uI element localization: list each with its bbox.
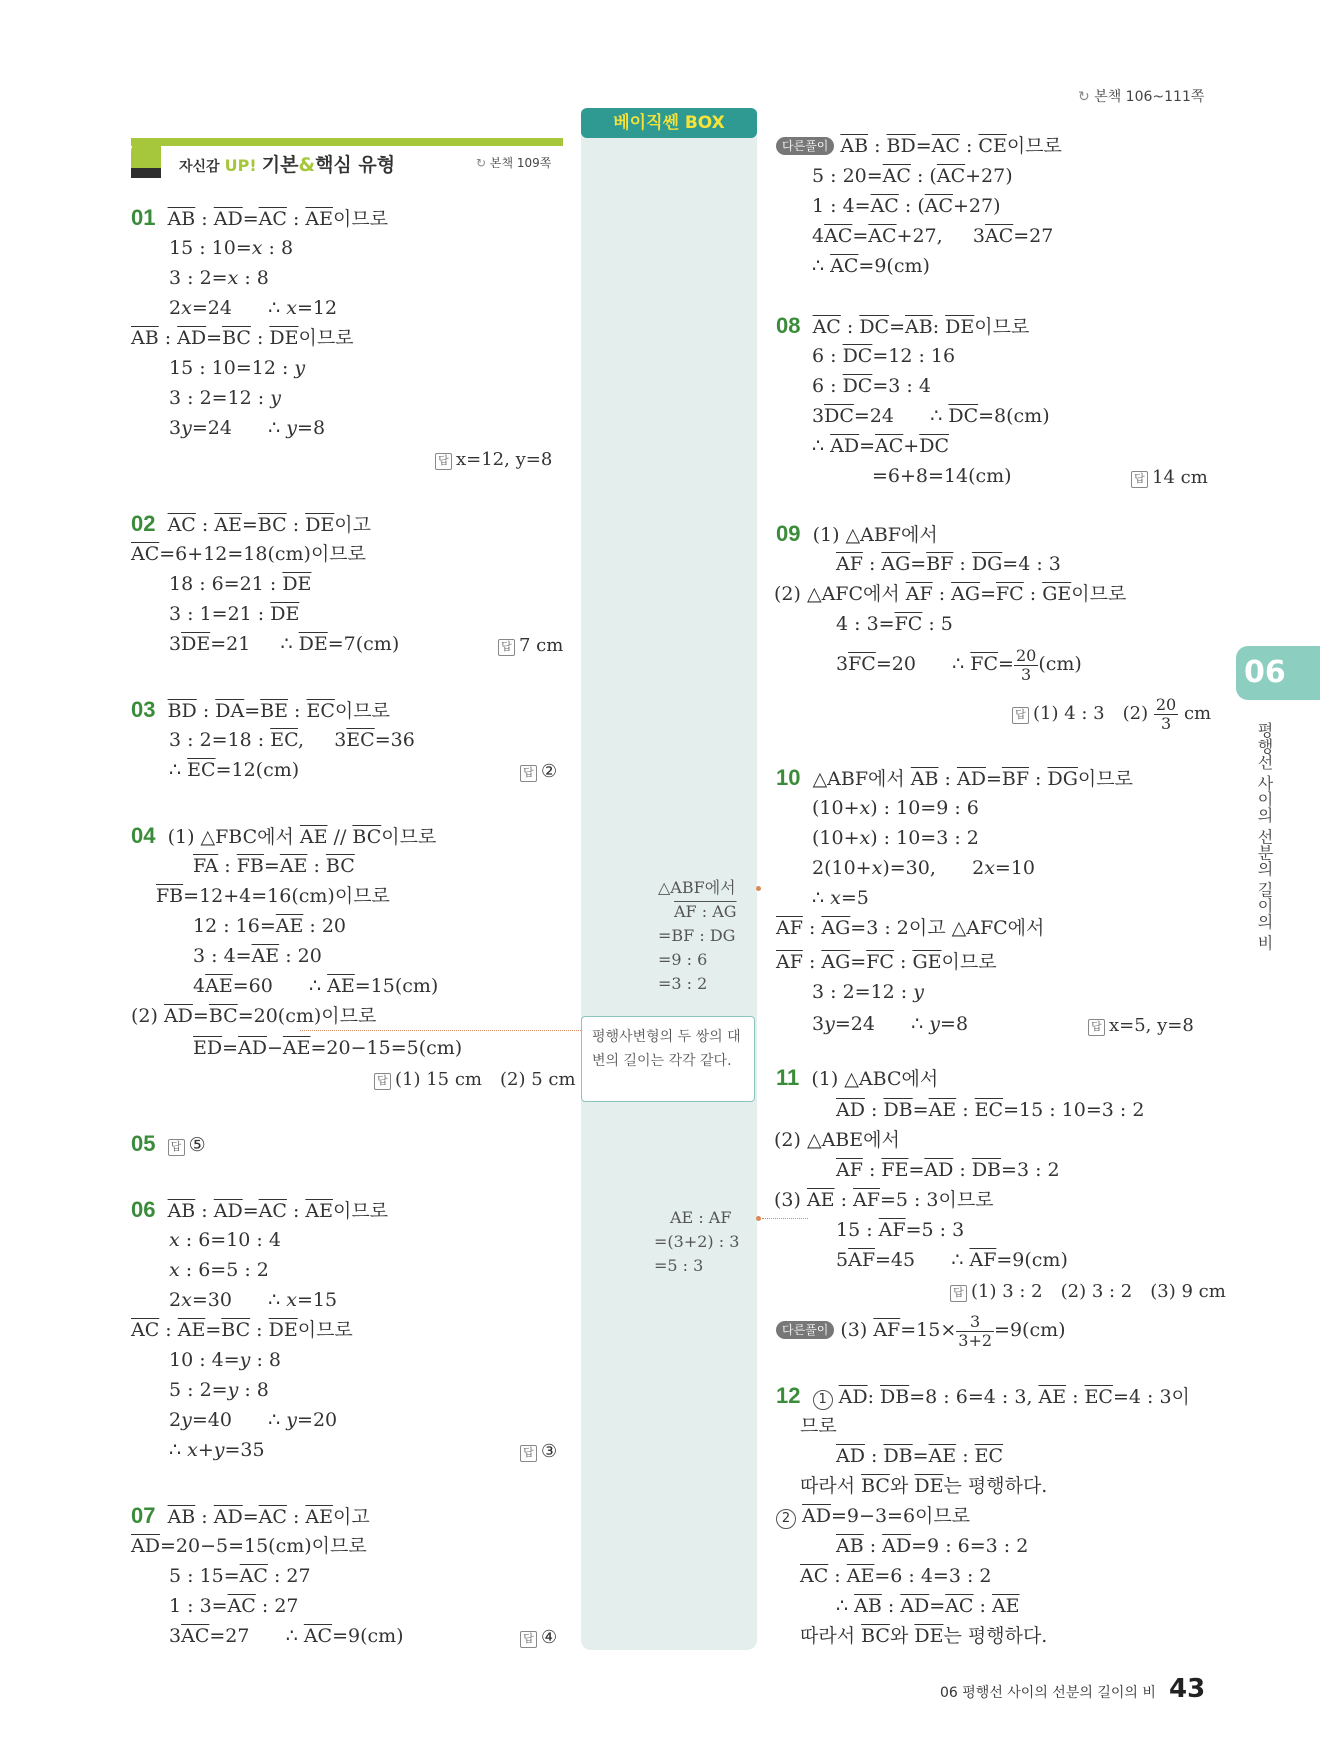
tip-connector (300, 1030, 581, 1031)
refresh-icon: ↻ (476, 156, 487, 170)
problem-11-line: 11 (1) △ABC에서 (776, 1065, 939, 1090)
problem-09-line: 09 (1) △ABF에서 (776, 521, 938, 546)
other-solution-07: 다른풀이 $\overline{AB}$ : $\overline{BD}=\overline{AC}$ : $\overline{CE}$이므로 (776, 134, 1062, 158)
chapter-tab: 06 (1236, 646, 1320, 700)
answer-02: 답 7 cm (498, 634, 563, 658)
problem-02-line: 02 $\overline{AC}$ : $\overline{AE}=\overline{BC}$ : $\overline{DE}$이고 (131, 511, 372, 536)
box-tip: 평행사변형의 두 쌍의 대변의 길이는 각각 같다. (581, 1016, 755, 1102)
problem-03-line: 03 $\overline{BD}$ : $\overline{DA}=\overline{BE}$ : $\overline{EC}$이므로 (131, 697, 390, 722)
section-banner: 자신감 UP! 기본&핵심 유형 ↻ 본책 109쪽 (131, 138, 563, 178)
connector-line (762, 1218, 808, 1219)
answer-08: 답 14 cm (1131, 466, 1208, 490)
box-note-abf: △ABF에서 AF : AG =BF : DG =9 : 6 =3 : 2 (658, 878, 737, 993)
answer-09: 답 (1) 4 : 3 (2) $\frac{20}{3}$ cm (1012, 694, 1211, 734)
problem-04-line: 04 (1) △FBC에서 $\overline{AE} // \overline{BC}$이므로 (131, 823, 437, 848)
problem-05-line: 05 답 ⑤ (131, 1131, 206, 1156)
problem-01-line: 01 $\overline{AB}$ : $\overline{AD}=\overline{AC}$ : $\overline{AE}$이므로 (131, 205, 389, 230)
problem-08-line: 08 $\overline{AC}$ : $\overline{DC}=\overline{AB}$: $\overline{DE}$이므로 (776, 313, 1030, 338)
connector-dot (756, 886, 761, 891)
refresh-icon: ↻ (1078, 89, 1090, 105)
answer-03: 답 ② (520, 760, 557, 784)
answer-07: 답 ④ (520, 1626, 557, 1650)
answer-06: 답 ③ (520, 1440, 557, 1464)
answer-04: 답 (1) 15 cm (2) 5 cm (374, 1068, 576, 1092)
problem-10-line: 10 △ABF에서 $\overline{AB}$ : $\overline{AD}=\overline{BF}$ : $\overline{DG}$이므로 (776, 765, 1133, 790)
answer-10: 답 x=5, y=8 (1088, 1014, 1194, 1038)
other-solution-11: 다른풀이 (3) $\overline{AF}=15\times$ $\frac{3}{3+2}$ =9(cm) (776, 1310, 1066, 1350)
problem-07-line: 07 $\overline{AB}$ : $\overline{AD}=\overline{AC}$ : $\overline{AE}$이고 (131, 1503, 370, 1528)
footer: 06 평행선 사이의 선분의 길이의 비 43 (940, 1674, 1206, 1704)
header-reference: ↻ 본책 106~111쪽 (1078, 89, 1205, 105)
problem-06-line: 06 $\overline{AB}$ : $\overline{AD}=\overline{AC}$ : $\overline{AE}$이므로 (131, 1197, 389, 1222)
answer-01: 답 x=12, y=8 (435, 448, 552, 472)
connector-dot (756, 1216, 761, 1221)
problem-12-line: 12 1 $\overline{AD}$: $\overline{DB}=8$ : 6=4 : 3, $\overline{AE}$ : $\overline{EC}=4$ : 3이 (776, 1383, 1190, 1408)
box-note-aeaf: AE : AF =(3+2) : 3 =5 : 3 (654, 1208, 740, 1275)
chapter-tab-title: 평행선 사이의 선분의 길이의 비 (1255, 722, 1274, 951)
answer-11: 답 (1) 3 : 2 (2) 3 : 2 (3) 9 cm (950, 1280, 1226, 1304)
box-title: 베이직쎈 BOX (581, 108, 757, 138)
